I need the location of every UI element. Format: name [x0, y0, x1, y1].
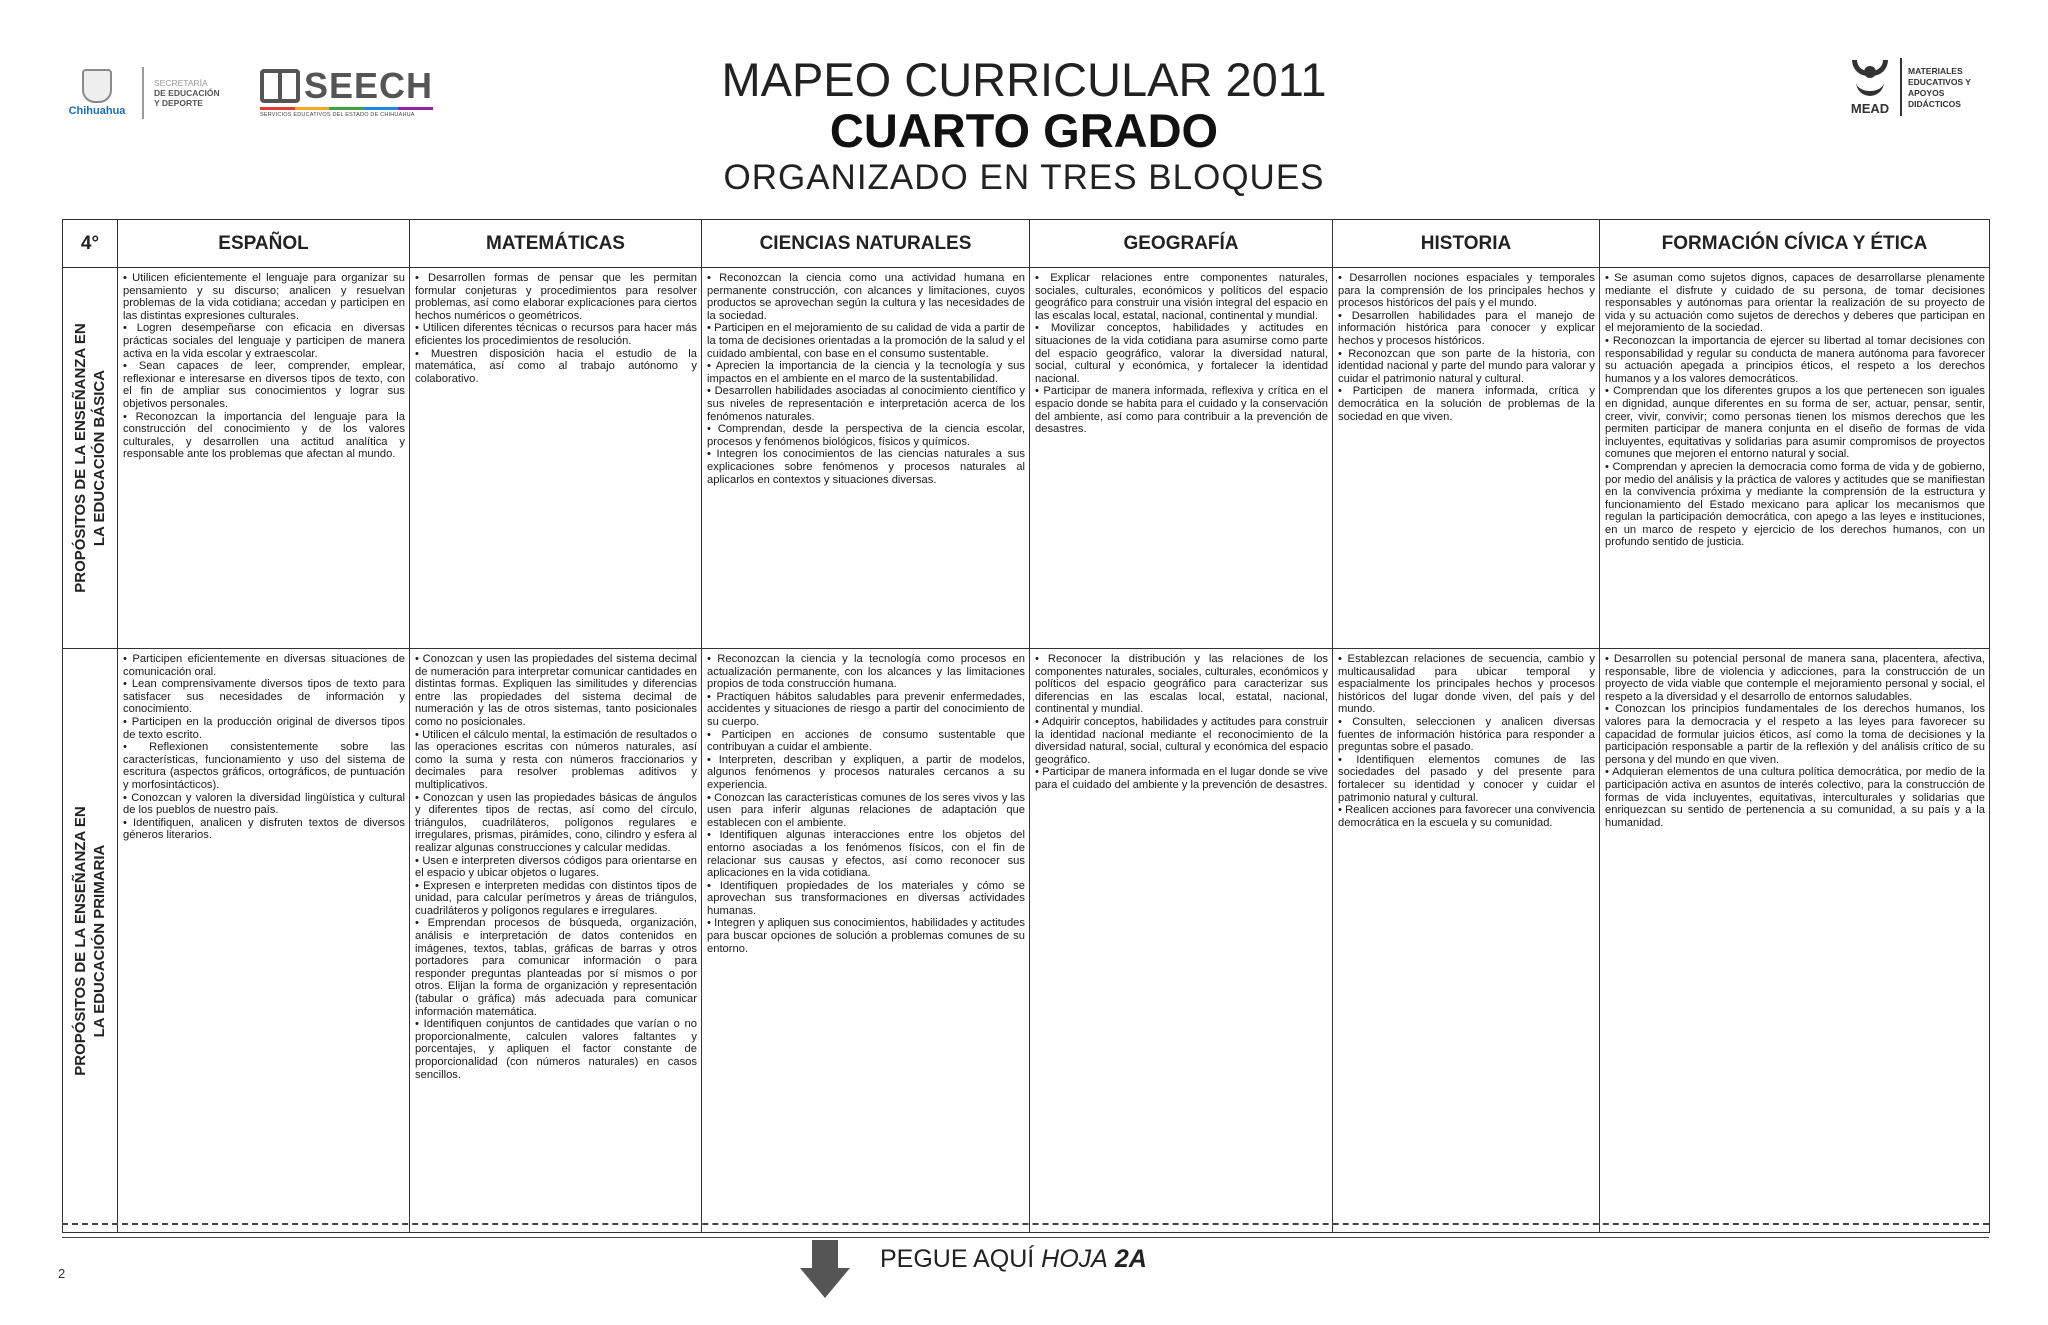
column-header-espanol: ESPAÑOL — [118, 220, 410, 268]
row-label-basica: PROPÓSITOS DE LA ENSEÑANZA EN LA EDUCACIÓN BÁSICA — [72, 323, 108, 593]
bullet-item: • Logren desempeñarse con eficacia en diversas prácticas sociales del lenguaje y participen de manera activa en la vida escolar y extraescolar. — [123, 322, 405, 360]
bullet-item: • Comprendan que los diferentes grupos a los que pertenecen son iguales en dignidad, aunque diferentes en su forma de ser, actuar, pensar, sentir, creer, vivir, convivir; como personas tienen los mismos derechos que les permiten participar de manera conjunta en el diseño de formas de vida incluyentes, equitativas y solidarias para asumir compromisos de proyectos comunes que mejoren el entorno natural y social. — [1605, 385, 1985, 461]
bullet-item: • Participen en la producción original de diversos tipos de texto escrito. — [123, 715, 405, 741]
table-row — [63, 268, 1990, 649]
cell-matematicas-basica — [410, 268, 702, 649]
title-block — [0, 55, 2048, 199]
column-header-ciencias-naturales: CIENCIAS NATURALES — [702, 220, 1030, 268]
bullet-item: • Identifiquen conjuntos de cantidades que varían o no proporcionalmente, calculen valores faltantes y porcentajes, y apliquen el factor constante de proporcionalidad (con números naturales) en casos sencillos. — [415, 1018, 697, 1081]
bullet-item: • Interpreten, describan y expliquen, a partir de modelos, algunos fenómenos y procesos naturales cercanos a su experiencia. — [707, 753, 1025, 791]
curriculum-table — [62, 219, 1990, 1233]
bullet-item: • Comprendan, desde la perspectiva de la ciencia escolar, procesos y fenómenos biológicos, físicos y químicos. — [707, 423, 1025, 448]
table-row — [63, 649, 1990, 1233]
mead-name: MEAD — [1850, 101, 1890, 116]
bullet-item: • Desarrollen habilidades asociadas al conocimiento científico y sus niveles de representación e interpretación acerca de los fenómenos naturales. — [707, 385, 1025, 423]
cell-geografia-basica — [1030, 268, 1333, 649]
bullet-item: • Muestren disposición hacia el estudio de la matemática, así como al trabajo autónomo y colaborativo. — [415, 347, 697, 385]
bullet-item: • Reflexionen consistentemente sobre las características, funcionamiento y uso del sistema de escritura (aspectos gráficos, ortográficos, de puntuación y morfosintácticos). — [123, 741, 405, 791]
table-header-row — [63, 220, 1990, 268]
cell-historia-basica — [1333, 268, 1600, 649]
cell-espanol-primaria — [118, 649, 410, 1233]
mead-text: MATERIALES EDUCATIVOS Y APOYOS DIDÁCTICOS — [1908, 66, 1971, 109]
bullet-item: • Expresen e interpreten medidas con distintos tipos de unidad, para calcular perímetros y áreas de triángulos, cuadriláteros y polígonos regulares e irregulares. — [415, 879, 697, 917]
column-header-historia: HISTORIA — [1333, 220, 1600, 268]
seech-subtitle: SERVICIOS EDUCATIVOS DEL ESTADO DE CHIHUAHUA — [260, 112, 415, 118]
seech-name: SEECH — [304, 65, 434, 106]
bullet-item: • Conozcan y usen las propiedades del sistema decimal de numeración para interpretar comunicar cantidades en distintas formas. Expliquen las similitudes y diferencias entre las propiedades del sistema decimal de numeración y las de otros sistemas, tanto posicionales como no posicionales. — [415, 653, 697, 728]
bullet-item: • Conozcan y usen las propiedades básicas de ángulos y diferentes tipos de rectas, así como del círculo, triángulos, cuadriláteros, polígonos regulares e irregulares, prismas, pirámides, cono, cilindro y esfera al realizar algunas construcciones y calcular medidas. — [415, 791, 697, 854]
column-header-geografia: GEOGRAFÍA — [1030, 220, 1333, 268]
paste-instruction: PEGUE AQUÍ HOJA 2A — [880, 1245, 1147, 1273]
bullet-item: • Movilizar conceptos, habilidades y actitudes en situaciones de la vida cotidiana para asumirse como parte del espacio geográfico, valorar la diversidad natural, social, cultural y económica, y fortalecer la identidad nacional. — [1035, 322, 1328, 385]
column-header-formacion-civica: FORMACIÓN CÍVICA Y ÉTICA — [1600, 220, 1990, 268]
mead-divider — [1900, 58, 1902, 116]
arrow-down-icon — [800, 1240, 850, 1300]
fold-line — [62, 1237, 1989, 1238]
cell-ciencias-basica — [702, 268, 1030, 649]
bullet-item: • Integren los conocimientos de las ciencias naturales a sus explicaciones sobre fenómenos y procesos naturales al aplicarlos en contextos y situaciones diversas. — [707, 448, 1025, 486]
bullet-item: • Consulten, seleccionen y analicen diversas fuentes de información histórica para responder a preguntas sobre el pasado. — [1338, 715, 1595, 754]
bullet-item: • Lean comprensivamente diversos tipos de texto para satisfacer sus necesidades de información y conocimiento. — [123, 678, 405, 716]
bullet-item: • Utilicen el cálculo mental, la estimación de resultados o las operaciones escritas con números naturales, así como la suma y resta con números fraccionarios y decimales para resolver problemas aditivos y multiplicativos. — [415, 728, 697, 791]
bullet-item: • Establezcan relaciones de secuencia, cambio y multicausalidad para ubicar temporal y espacialmente los principales hechos y procesos históricos del lugar donde viven, del país y del mundo. — [1338, 653, 1595, 716]
bullet-item: • Desarrollen nociones espaciales y temporales para la comprensión de los principales hechos y procesos históricos del país y el mundo. — [1338, 272, 1595, 310]
page-number: 2 — [58, 1266, 66, 1281]
cell-matematicas-primaria — [410, 649, 702, 1233]
bullet-item: • Desarrollen formas de pensar que les permitan formular conjeturas y procedimientos para resolver problemas, así como elaborar explicaciones para ciertos hechos numéricos o geométricos. — [415, 272, 697, 322]
bullet-item: • Participen eficientemente en diversas situaciones de comunicación oral. — [123, 653, 405, 678]
cut-line — [62, 1223, 1989, 1225]
grade-title: CUARTO GRADO — [829, 104, 1219, 157]
cell-ciencias-primaria — [702, 649, 1030, 1233]
bullet-item: • Desarrollen su potencial personal de manera sana, placentera, afectiva, responsable, libre de violencia y adicciones, para la construcción de un proyecto de vida viable que contemple el mejoramiento personal y social, el respeto a la diversidad y el desarrollo de entornos saludables. — [1605, 653, 1985, 703]
bullet-item: • Reconozcan la ciencia y la tecnología como procesos en actualización permanente, con los alcances y las limitaciones propios de toda construcción humana. — [707, 653, 1025, 691]
reading-person-icon — [1850, 58, 1890, 102]
bullet-item: • Desarrollen habilidades para el manejo de información histórica para conocer y explicar hechos y procesos históricos. — [1338, 309, 1595, 347]
cell-civica-basica — [1600, 268, 1990, 649]
secretaria-text: SECRETARÍA DE EDUCACIÓN Y DEPORTE — [154, 78, 220, 108]
bullet-item: • Participar de manera informada en el lugar donde se vive para el cuidado del ambiente y la prevención de desastres. — [1035, 766, 1328, 791]
bullet-item: • Explicar relaciones entre componentes naturales, sociales, culturales, económicos y políticos del espacio geográfico para construir una visión integral del espacio en las escalas local, estatal, nacional, continental y mundial. — [1035, 272, 1328, 322]
row-label-primaria: PROPÓSITOS DE LA ENSEÑANZA EN LA EDUCACIÓN PRIMARIA — [72, 805, 108, 1076]
bullet-item: • Reconozcan la importancia de ejercer su libertad al tomar decisiones con responsabilidad y regular su conducta de manera autónoma para favorecer su actuación apegada a principios éticos, el respeto a los derechos humanos y a los valores democráticos. — [1605, 334, 1985, 385]
bullet-item: • Emprendan procesos de búsqueda, organización, análisis e interpretación de datos contenidos en imágenes, textos, tablas, gráficas de barras y otros portadores para comunicar información o para responder preguntas planteadas por sí mismos o por otros. Elijan la forma de organización y representación (tabular o gráfica) más adecuada para comunicar información matemática. — [415, 917, 697, 1018]
page-title: MAPEO CURRICULAR 2011 — [721, 53, 1327, 106]
mead-logo — [1846, 58, 1971, 116]
row-label-cell — [63, 268, 118, 649]
bullet-item: • Comprendan y aprecien la democracia como forma de vida y de gobierno, por medio del análisis y la práctica de valores y actitudes que se manifiestan en la convivencia próxima y mediante la comprensión de la estructura y funcionamiento del Estado mexicano para aplicar los mecanismos que regulan la participación democrática, con apego a las leyes e instituciones, en un marco de respeto y ejercicio de los derechos humanos, con un profundo sentido de justicia. — [1605, 460, 1985, 549]
bullet-item: • Sean capaces de leer, comprender, emplear, reflexionar e interesarse en diversos tipos de texto, con el fin de ampliar sus conocimientos y lograr sus objetivos personales. — [123, 360, 405, 410]
bullet-item: • Participar de manera informada, reflexiva y crítica en el espacio donde se habita para el cuidado y la conservación del ambiente, así como para contribuir a la prevención de desastres. — [1035, 385, 1328, 436]
bullet-item: • Participen en el mejoramiento de su calidad de vida a partir de la toma de decisiones orientadas a la promoción de la salud y el cuidado ambiental, con base en el consumo sustentable. — [707, 322, 1025, 360]
bullet-item: • Utilicen eficientemente el lenguaje para organizar su pensamiento y su discurso; analicen y resuelvan problemas de la vida cotidiana; accedan y participen en las distintas expresiones culturales. — [123, 272, 405, 322]
bullet-item: • Realicen acciones para favorecer una convivencia democrática en la escuela y su comunidad. — [1338, 804, 1595, 829]
bullet-item: • Se asuman como sujetos dignos, capaces de desarrollarse plenamente mediante el disfrute y cuidado de su persona, de tomar decisiones responsables y autónomas para orientar la realización de su proyecto de vida y su actuación como sujetos de derechos y deberes que participan en el mejoramiento de la sociedad. — [1605, 272, 1985, 335]
bullet-item: • Identifiquen elementos comunes de las sociedades del pasado y del presente para fortalecer su identidad y conocer y cuidar el patrimonio natural y cultural. — [1338, 753, 1595, 804]
chihuahua-name: Chihuahua — [68, 105, 126, 117]
cell-geografia-primaria — [1030, 649, 1333, 1233]
bullet-item: • Conozcan y valoren la diversidad lingüística y cultural de los pueblos de nuestro país. — [123, 791, 405, 817]
bullet-item: • Utilicen diferentes técnicas o recursos para hacer más eficientes los procedimientos de resolución. — [415, 322, 697, 347]
cell-espanol-basica — [118, 268, 410, 649]
bullet-item: • Aprecien la importancia de la ciencia y la tecnología y sus impactos en el ambiente en el marco de la sustentabilidad. — [707, 360, 1025, 385]
bullet-item: • Identifiquen, analicen y disfruten textos de diversos géneros literarios. — [123, 816, 405, 842]
bullet-item: • Identifiquen propiedades de los materiales y cómo se aprovechan sus transformaciones en diversas actividades humanas. — [707, 879, 1025, 917]
bullet-item: • Participen en acciones de consumo sustentable que contribuyan a cuidar el ambiente. — [707, 728, 1025, 754]
column-header-matematicas: MATEMÁTICAS — [410, 220, 702, 268]
bullet-item: • Adquieran elementos de una cultura política democrática, por medio de la participación activa en asuntos de interés colectivo, para la construcción de formas de vida incluyentes, equitativas, interculturales y solidarias que enriquezcan su sentido de pertenencia a su comunidad, a su país y a la humanidad. — [1605, 766, 1985, 829]
bullet-item: • Conozcan las características comunes de los seres vivos y las usen para inferir algunas relaciones de adaptación que establecen con el ambiente. — [707, 791, 1025, 829]
bullet-item: • Participen de manera informada, crítica y democrática en la solución de problemas de la sociedad en que viven. — [1338, 385, 1595, 423]
grade-cell: 4° — [63, 220, 118, 268]
bullet-item: • Reconozcan la ciencia como una actividad humana en permanente construcción, con alcances y limitaciones, cuyos productos se aprovechan según la cultura y las necesidades de la sociedad. — [707, 272, 1025, 322]
bullet-item: • Adquirir conceptos, habilidades y actitudes para construir la identidad nacional mediante el reconocimiento de la diversidad natural, social, cultural y económica del espacio geográfico. — [1035, 715, 1328, 766]
cell-civica-primaria — [1600, 649, 1990, 1233]
bullet-item: • Identifiquen algunas interacciones entre los objetos del entorno asociadas a los fenómenos físicos, con el fin de relacionar sus causas y efectos, así como reconocer sus aplicaciones en la vida cotidiana. — [707, 829, 1025, 880]
bullet-item: • Reconocer la distribución y las relaciones de los componentes naturales, sociales, culturales, económicos y políticos del espacio geográfico para caracterizar sus diferencias en las escalas local, estatal, nacional, continental y mundial. — [1035, 653, 1328, 716]
cell-historia-primaria — [1333, 649, 1600, 1233]
bullet-item: • Integren y apliquen sus conocimientos, habilidades y actitudes para buscar opciones de solución a problemas comunes de su entorno. — [707, 917, 1025, 955]
bullet-item: • Reconozcan la importancia del lenguaje para la construcción del conocimiento y de los valores culturales, y desarrollen una actitud analítica y responsable ante los problemas que afectan al mundo. — [123, 410, 405, 461]
page-subtitle: ORGANIZADO EN TRES BLOQUES — [723, 158, 1325, 197]
bullet-item: • Reconozcan que son parte de la historia, con identidad nacional y parte del mundo para valorar y cuidar el patrimonio natural y cultural. — [1338, 347, 1595, 385]
bullet-item: • Usen e interpreten diversos códigos para orientarse en el espacio y ubicar objetos o lugares. — [415, 854, 697, 880]
row-label-cell — [63, 649, 118, 1233]
bullet-item: • Practiquen hábitos saludables para prevenir enfermedades, accidentes y situaciones de riesgo a partir del conocimiento de su cuerpo. — [707, 690, 1025, 728]
bullet-item: • Conozcan los principios fundamentales de los derechos humanos, los valores para la democracia y el respeto a las leyes para favorecer su capacidad de formular juicios éticos, así como la toma de decisiones y la participación responsable a partir de la reflexión y del análisis crítico de su persona y del mundo en que viven. — [1605, 703, 1985, 766]
